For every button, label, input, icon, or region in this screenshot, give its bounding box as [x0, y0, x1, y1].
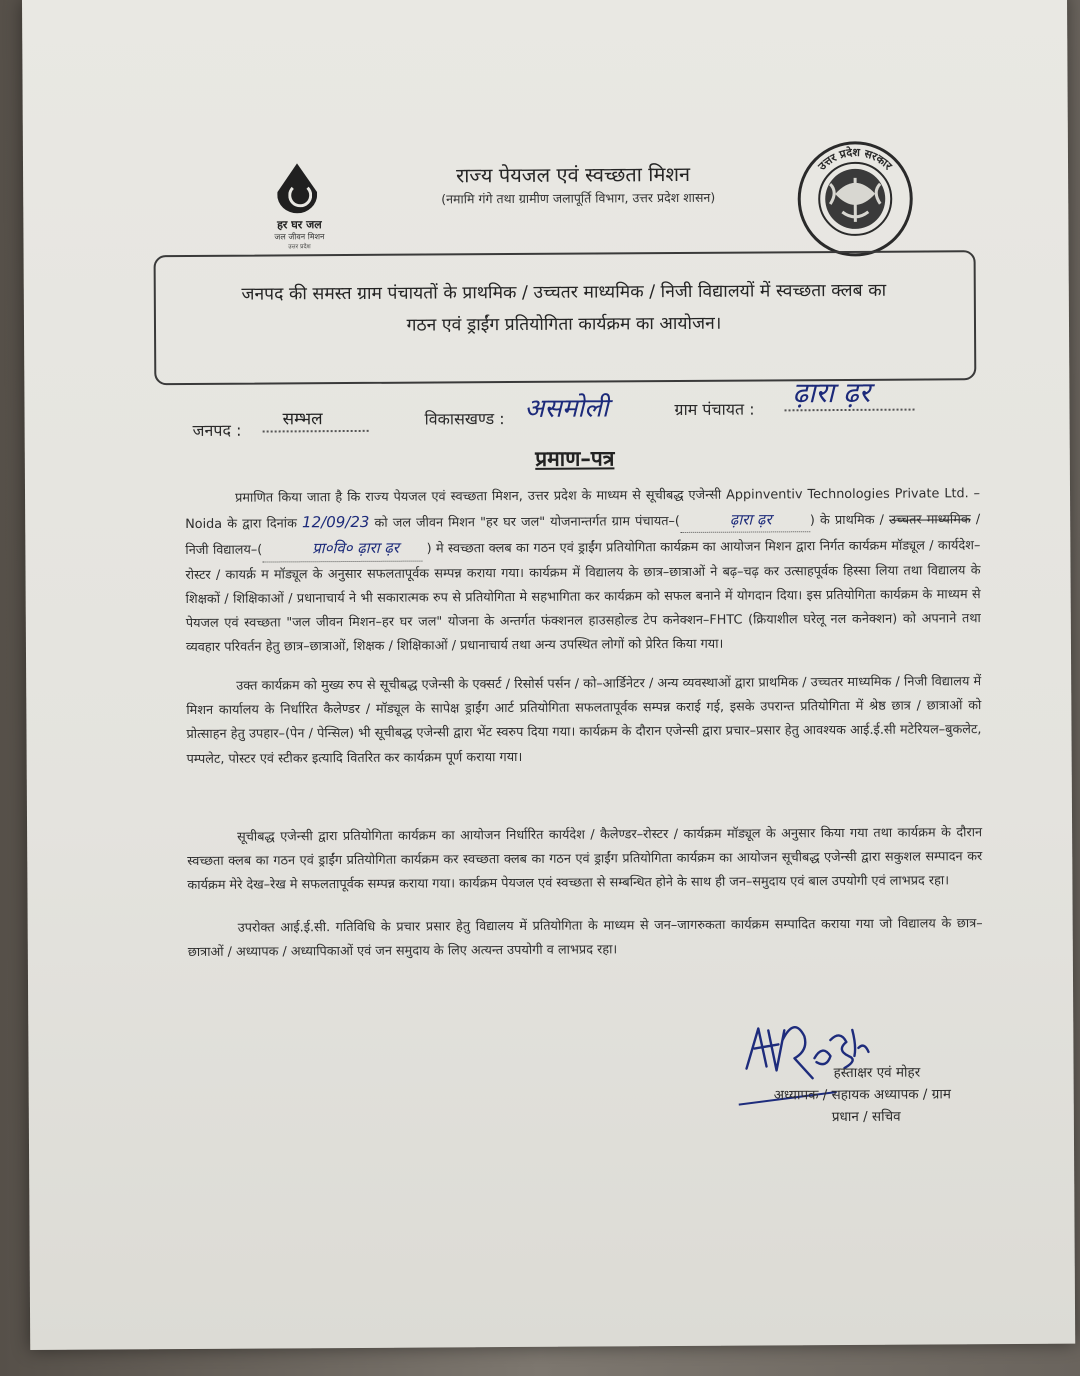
janpad-line [263, 430, 369, 433]
p1-text-a: प्रमाणित किया जाता है कि राज्य पेयजल एवं स्वच्छता मिशन, उत्तर प्रदेश के माध्यम से सूचीबद्ध एजेन्सी Appinventiv Technologies Private Ltd. – Noida के द्वारा दिनांक [185, 486, 981, 533]
p4-text: उपरोक्त आई.ई.सी. गतिविधि के प्रचार प्रसार हेतु विद्यालय में प्रतियोगिता के माध्यम से जन–जागरुकता कार्यक्रम सम्पादित कराया गया जो विद्यालय के छात्र–छात्राओं / अध्यापक / अध्यापिकाओं एवं जन समुदाय के लिए अत्यन्त उपयोगी व लाभप्रद रहा। [187, 916, 983, 961]
gram-panchayat-label: ग्राम पंचायत : [674, 399, 755, 420]
up-government-seal [790, 134, 921, 265]
p1-date: 12/09/23 [301, 513, 370, 532]
signature-line2: अध्यापक / सहायक अध्यापक / ग्राम [773, 1086, 951, 1104]
signature-block [718, 999, 1009, 1131]
vikaskhand-value: असमोली [524, 393, 609, 424]
har-ghar-jal-logo [261, 161, 352, 262]
p1-text-e: ) मे स्वच्छता क्लब का गठन एवं ड्राईंग प्रतियोगिता कार्यक्रम का आयोजन मिशन द्वारा निर्गत कार्यक्रम मॉड्यूल / कार्यदेश–रोस्टर / कायर्क्र म मॉड्यूल के अनुसार सफलतापूर्वक सम्पन्न कराया गया। कार्यक्रम में विद्यालय के छात्र–छात्राओं ने बढ़–चढ़ कर उत्साहपूर्वक हिस्सा लिया तथा विद्यालय के शिक्षकों / शिक्षिकाओं / प्रधानाचार्य ने भी सकारात्मक रुप से प्रतियोगिता मे सहभागिता कर कार्यक्रम को सफल बनाने में योगदान दिया। इस प्रतियोगिता कार्यक्रम के माध्यम से पेयजल एवं स्वच्छता "जल जीवन मिशन–हर घर जल" योजना के अन्तर्गत फंक्शनल हाउसहोल्ड टेप कनेक्शन–FHTC (क्रियाशील घरेलू नल कनेक्शन) को अपनाने तथा व्यवहार परिवर्तन हेतु छात्र–छात्राओं, शिक्षक / शिक्षिकाओं / प्रधानाचार्य तथा अन्य उपस्थित लोगों को प्रेरित किया गया। [185, 538, 981, 656]
certificate-title: प्रमाण–पत्र [535, 446, 615, 471]
logo-line2: जल जीवन मिशन [274, 232, 325, 242]
drop-swirl-icon [288, 183, 312, 207]
p2-text: उक्त कार्यक्रम को मुख्य रुप से सूचीबद्ध एजेन्सी के एक्सर्ट / रिसोर्स पर्सन / को–आर्डिनेटर / अन्य व्यवस्थाओं द्वारा प्राथमिक / उच्चतर माध्यमिक / निजी विद्यालय में मिशन कार्यालय के निर्धारित कैलेण्डर / मॉड्यूल के सापेक्ष ड्राईंग आर्ट प्रतियोगिता सफलतापूर्वक सम्पन्न कराई गई, इसके उपरान्त प्रतियोगिता में श्रेष्ठ छात्र / छात्राओं को प्रोत्साहन हेतु उपहार–(पेन / पेन्सिल) भी सूचीबद्ध एजेन्सी द्वारा भेंट स्वरुप दिया गया। कार्यक्रम के दौरान एजेन्सी द्वारा प्रचार–प्रसार हेतु आवश्यक आई.ई.सी मटेरियल–बुकलेट, पम्पलेट, पोस्टर एवं स्टीकर इत्यादि वितरित कर कार्यक्रम पूर्ण कराया गया। [186, 674, 982, 767]
certificate-page [22, 0, 1075, 1350]
paragraph-1 [185, 482, 981, 660]
janpad-value: सम्भल [282, 409, 323, 430]
janpad-label: जनपद : [192, 420, 242, 440]
signature-caption [774, 1061, 994, 1128]
subject-text [174, 274, 954, 343]
signature-line3: प्रधान / सचिव [831, 1108, 901, 1126]
paragraph-3 [187, 821, 982, 898]
paragraph-4 [188, 912, 983, 965]
p1-gram-value: ढ़ारा ढ़र [680, 507, 810, 533]
logo-line3: उत्तर प्रदेश [288, 243, 311, 251]
p1-school-value: प्रा०वि० ढ़ारा ढ़र [262, 536, 422, 562]
p1-struck-option: उच्चतर माध्यमिक [889, 512, 971, 528]
p3-text: सूचीबद्ध एजेन्सी द्वारा प्रतियोगिता कार्यक्रम का आयोजन निर्धारित कार्यदेश / कैलेण्डर–रोस्टर / कार्यक्रम मॉड्यूल के अनुसार किया गया तथा कार्यक्रम के दौरान स्वच्छता क्लब का गठन एवं ड्राईंग प्रतियोगिता कार्यक्रम कर स्वच्छता क्लब का गठन एवं ड्राईंग प्रतियोगिता कार्यक्रम का आयोजन सूचीबद्ध एजेन्सी द्वारा सकुशल सम्पादन कर कार्यक्रम मेरे देख–रेख मे सफलतापूर्वक सम्पन्न कराया गया। कार्यक्रम पेयजल एवं स्वच्छता से सम्बन्धित होने के साथ ही जन–समुदाय एवं बाल उपयोगी एवं लाभप्रद रहा। [187, 825, 983, 894]
header-subtitle: (नमामि गंगे तथा ग्रामीण जलापूर्ति विभाग, उत्तर प्रदेश शासन) [441, 189, 716, 207]
subject-line1: जनपद की समस्त ग्राम पंचायतों के प्राथमिक / उच्चतर माध्यमिक / निजी विद्यालयों में स्वच्छता क्लब का [241, 280, 887, 305]
subject-line2: गठन एवं ड्राईंग प्रतियोगिता कार्यक्रम का आयोजन। [406, 313, 722, 336]
gram-panchayat-value: ढ़ारा ढ़र [792, 375, 871, 410]
signature-line1: हस्ताक्षर एवं मोहर [833, 1064, 921, 1082]
header-title: राज्य पेयजल एवं स्वच्छता मिशन [455, 161, 691, 188]
paragraph-2 [186, 670, 982, 772]
seal-text: उत्तर प्रदेश सरकार [815, 145, 895, 173]
p1-text-c: ) के प्राथमिक / [809, 512, 885, 529]
p1-text-b: को जल जीवन मिशन "हर घर जल" योजनान्तर्गत ग्राम पंचायत–( [374, 514, 680, 532]
logo-line1: हर घर जल [277, 218, 322, 232]
vikaskhand-label: विकासखण्ड : [424, 409, 505, 429]
p1-text-d: / निजी विद्यालय–( [185, 512, 981, 559]
